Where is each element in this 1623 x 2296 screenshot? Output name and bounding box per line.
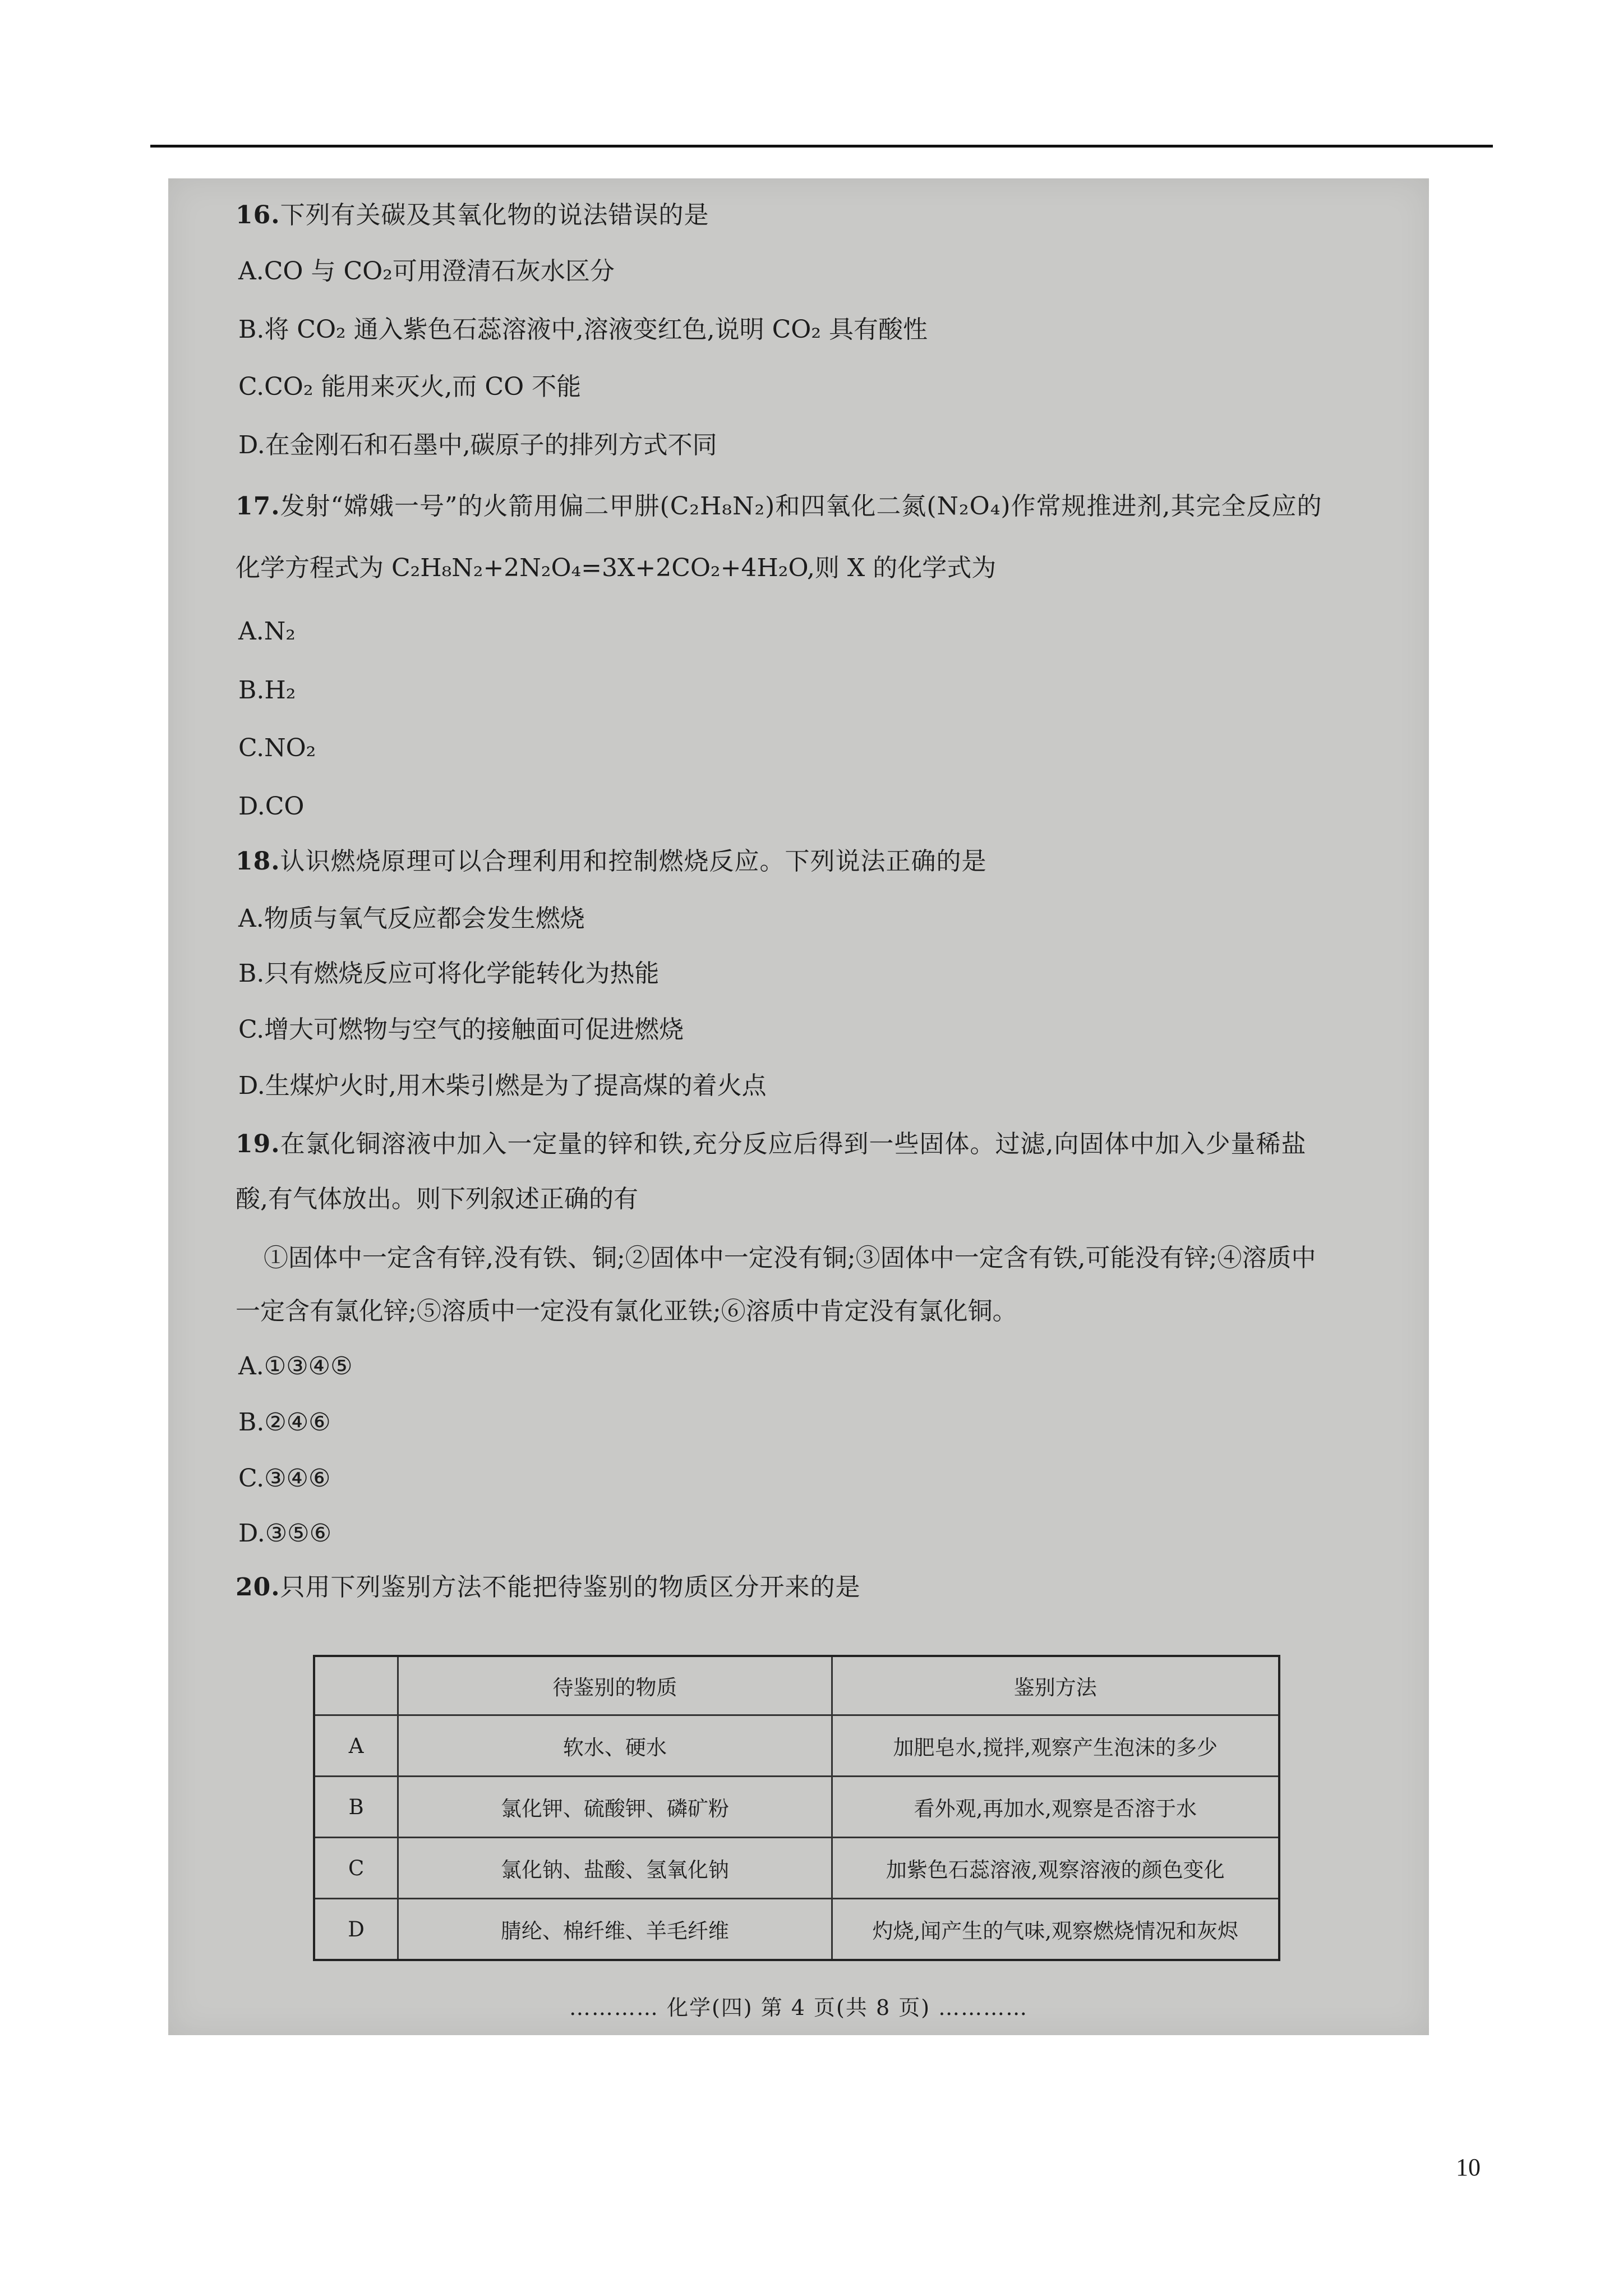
question-19-option-d: D.③⑤⑥ — [238, 1519, 332, 1548]
table-row — [314, 1899, 1279, 1961]
table-cell-method: 灼烧,闻产生的气味,观察燃烧情况和灰烬 — [832, 1899, 1279, 1961]
table-header-row — [314, 1656, 1279, 1715]
table-cell-substances: 软水、硬水 — [398, 1715, 832, 1777]
question-19-text-line1: 在氯化铜溶液中加入一定量的锌和铁,充分反应后得到一些固体。过滤,向固体中加入少量稀盐 — [280, 1130, 1307, 1158]
question-17-option-c: C.NO₂ — [238, 734, 316, 762]
question-19-option-b: B.②④⑥ — [238, 1408, 331, 1437]
table-header-cell — [314, 1656, 398, 1715]
page-number: 10 — [1456, 2154, 1481, 2181]
table-cell-key: A — [314, 1715, 398, 1777]
question-17-option-d: D.CO — [238, 792, 305, 821]
table-cell-substances: 氯化钾、硫酸钾、磷矿粉 — [398, 1777, 832, 1838]
question-17-number: 17. — [236, 492, 280, 521]
question-18-text: 认识燃烧原理可以合理利用和控制燃烧反应。下列说法正确的是 — [280, 847, 987, 876]
question-16-stem — [236, 199, 709, 232]
table-cell-key: D — [314, 1899, 398, 1961]
question-16-option-b: B.将 CO₂ 通入紫色石蕊溶液中,溶液变红色,说明 CO₂ 具有酸性 — [238, 315, 928, 344]
table-cell-method: 加肥皂水,搅拌,观察产生泡沫的多少 — [832, 1715, 1279, 1777]
question-19-text-line2: 酸,有气体放出。则下列叙述正确的有 — [236, 1185, 638, 1213]
table-cell-substances: 氯化钠、盐酸、氢氧化钠 — [398, 1838, 832, 1899]
question-18-option-c: C.增大可燃物与空气的接触面可促进燃烧 — [238, 1015, 684, 1044]
question-16-number: 16. — [236, 201, 280, 229]
question-19-stem — [236, 1128, 1307, 1161]
question-17-text-line2: 化学方程式为 C₂H₈N₂+2N₂O₄=3X+2CO₂+4H₂O,则 X 的化学式为 — [236, 554, 997, 582]
question-18-number: 18. — [236, 847, 280, 876]
table-cell-substances: 腈纶、棉纤维、羊毛纤维 — [398, 1899, 832, 1961]
page-footer: ………… 化学(四) 第 4 页(共 8 页) ………… — [569, 1995, 1029, 2020]
question-18-option-b: B.只有燃烧反应可将化学能转化为热能 — [238, 959, 660, 988]
question-20-stem — [236, 1571, 861, 1604]
identification-table — [313, 1655, 1280, 1961]
question-16-option-a: A.CO 与 CO₂可用澄清石灰水区分 — [238, 257, 615, 286]
top-rule — [150, 145, 1493, 148]
table-header-cell: 待鉴别的物质 — [398, 1656, 832, 1715]
table-header-cell: 鉴别方法 — [832, 1656, 1279, 1715]
question-17-option-b: B.H₂ — [238, 676, 296, 705]
question-16-option-d: D.在金刚石和石墨中,碳原子的排列方式不同 — [238, 431, 717, 459]
question-17-option-a: A.N₂ — [238, 617, 296, 646]
question-17-text-line1: 发射“嫦娥一号”的火箭用偏二甲肼(C₂H₈N₂)和四氧化二氮(N₂O₄)作常规推进剂,其完全反应的 — [280, 492, 1322, 521]
question-19-option-c: C.③④⑥ — [238, 1464, 331, 1493]
question-19-statements-line2: 一定含有氯化锌;⑤溶质中一定没有氯化亚铁;⑥溶质中肯定没有氯化铜。 — [236, 1297, 1017, 1326]
table-cell-method: 加紫色石蕊溶液,观察溶液的颜色变化 — [832, 1838, 1279, 1899]
table-cell-method: 看外观,再加水,观察是否溶于水 — [832, 1777, 1279, 1838]
question-18-stem — [236, 845, 987, 878]
question-20-number: 20. — [236, 1573, 280, 1602]
table-cell-key: C — [314, 1838, 398, 1899]
table-row — [314, 1715, 1279, 1777]
scanned-exam-page — [168, 178, 1429, 2035]
table-cell-key: B — [314, 1777, 398, 1838]
question-17-stem — [236, 490, 1322, 523]
question-19-option-a: A.①③④⑤ — [238, 1352, 353, 1381]
question-20-text: 只用下列鉴别方法不能把待鉴别的物质区分开来的是 — [280, 1573, 861, 1602]
table-row — [314, 1777, 1279, 1838]
question-19-statements-line1: ①固体中一定含有锌,没有铁、铜;②固体中一定没有铜;③固体中一定含有铁,可能没有锌;④溶质中 — [264, 1244, 1316, 1272]
question-18-option-d: D.生煤炉火时,用木柴引燃是为了提高煤的着火点 — [238, 1071, 767, 1100]
question-18-option-a: A.物质与氧气反应都会发生燃烧 — [238, 904, 585, 933]
question-16-option-c: C.CO₂ 能用来灭火,而 CO 不能 — [238, 372, 582, 401]
question-19-number: 19. — [236, 1130, 280, 1158]
table-row — [314, 1838, 1279, 1899]
question-16-text: 下列有关碳及其氧化物的说法错误的是 — [280, 201, 709, 229]
